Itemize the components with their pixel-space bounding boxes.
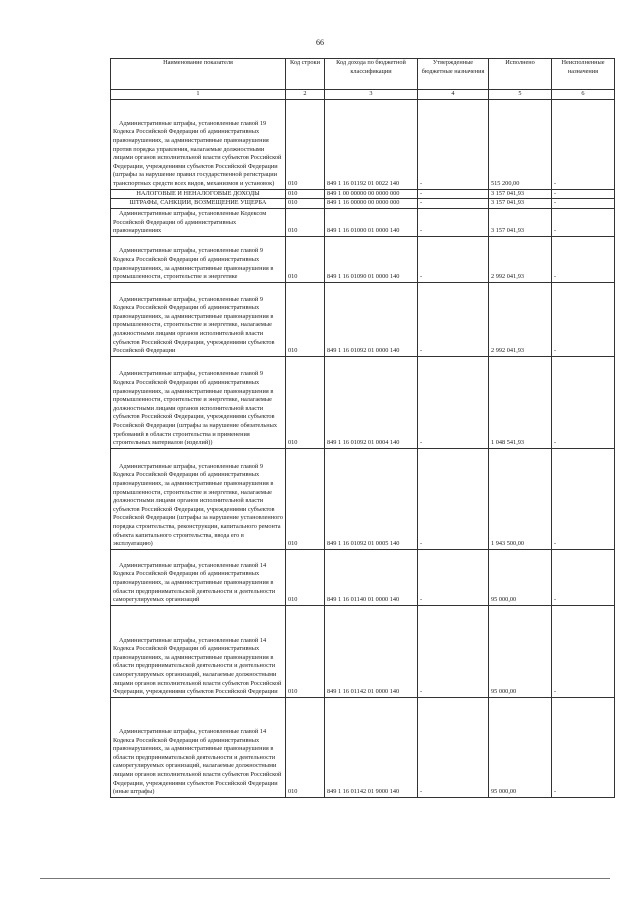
column-header-executed: Исполнено (489, 59, 552, 90)
line-code-cell: 010 (286, 199, 325, 209)
column-number: 1 (111, 90, 286, 100)
table-row (111, 697, 615, 797)
approved-amount-cell: - (418, 448, 489, 549)
executed-amount-cell: 95 000,00 (489, 549, 552, 605)
approved-amount-cell: - (418, 697, 489, 797)
unexecuted-amount-cell: - (552, 697, 615, 797)
line-code-cell: 010 (286, 189, 325, 199)
column-number: 2 (286, 90, 325, 100)
unexecuted-amount-cell: - (552, 189, 615, 199)
unexecuted-amount-cell: - (552, 199, 615, 209)
income-code-cell: 849 1 16 01092 01 0005 140 (325, 448, 418, 549)
approved-amount-cell: - (418, 199, 489, 209)
indicator-name-cell: Административные штрафы, установленные главой 9 Кодекса Российской Федерации об административных правонарушениях, за административные правонарушения в промышленности, строительстве и энергетике, налагаемые должностными лицами органов исполнительной власти субъектов Российской Федерации, учреждениями субъектов Российской Федерации (штрафы за нарушение установленного порядка строительства, реконструкции, капитального ремонта объекта капитального строительства, ввода его в эксплуатацию) (111, 448, 286, 549)
executed-amount-cell: 2 992 041,93 (489, 282, 552, 356)
executed-amount-cell: 3 157 041,93 (489, 208, 552, 236)
table-row (111, 208, 615, 236)
table-row (111, 199, 615, 209)
footer-rule (40, 878, 610, 879)
indicator-name-cell: Административные штрафы, установленные главой 9 Кодекса Российской Федерации об административных правонарушениях, за административные правонарушения в промышленности, строительстве и энергетике, налагаемые должностными лицами органов исполнительной власти субъектов Российской Федерации, учреждениями субъектов Российской Федерации (111, 282, 286, 356)
unexecuted-amount-cell: - (552, 208, 615, 236)
executed-amount-cell: 1 048 541,93 (489, 356, 552, 448)
column-number: 3 (325, 90, 418, 100)
table-row (111, 549, 615, 605)
indicator-name-cell: Административные штрафы, установленные главой 9 Кодекса Российской Федерации об административных правонарушениях, за административные правонарушения в промышленности, строительстве и энергетике (111, 236, 286, 282)
table-row (111, 282, 615, 356)
income-code-cell: 849 1 16 01192 01 0022 140 (325, 99, 418, 189)
table-row (111, 236, 615, 282)
approved-amount-cell: - (418, 549, 489, 605)
line-code-cell: 010 (286, 208, 325, 236)
column-number: 6 (552, 90, 615, 100)
executed-amount-cell: 515 200,00 (489, 99, 552, 189)
executed-amount-cell: 3 157 041,93 (489, 189, 552, 199)
column-header-unexecuted: Неисполненные назначения (552, 59, 615, 90)
income-code-cell: 849 1 00 00000 00 0000 000 (325, 189, 418, 199)
income-code-cell: 849 1 16 01140 01 0000 140 (325, 549, 418, 605)
table-row (111, 99, 615, 189)
table-row (111, 605, 615, 697)
column-header-line-code: Код строки (286, 59, 325, 90)
unexecuted-amount-cell: - (552, 99, 615, 189)
column-header-approved: Утвержденные бюджетные назначения (418, 59, 489, 90)
unexecuted-amount-cell: - (552, 236, 615, 282)
table-header-row (111, 59, 615, 90)
income-code-cell: 849 1 16 01142 01 0000 140 (325, 605, 418, 697)
indicator-name-cell: НАЛОГОВЫЕ И НЕНАЛОГОВЫЕ ДОХОДЫ (111, 189, 286, 199)
income-code-cell: 849 1 16 01092 01 0004 140 (325, 356, 418, 448)
unexecuted-amount-cell: - (552, 282, 615, 356)
executed-amount-cell: 3 157 041,93 (489, 199, 552, 209)
indicator-name-cell: Административные штрафы, установленные главой 9 Кодекса Российской Федерации об административных правонарушениях, за административные правонарушения в промышленности, строительстве и энергетике, налагаемые должностными лицами органов исполнительной власти субъектов Российской Федерации, учреждениями субъектов Российской Федерации (штрафы за нарушение обязательных требований в области строительства и применения строительных материалов (изделий)) (111, 356, 286, 448)
budget-execution-table (110, 58, 615, 798)
approved-amount-cell: - (418, 189, 489, 199)
unexecuted-amount-cell: - (552, 605, 615, 697)
approved-amount-cell: - (418, 99, 489, 189)
line-code-cell: 010 (286, 549, 325, 605)
approved-amount-cell: - (418, 208, 489, 236)
column-number-row (111, 90, 615, 100)
page-number: 66 (316, 38, 324, 47)
unexecuted-amount-cell: - (552, 549, 615, 605)
executed-amount-cell: 95 000,00 (489, 605, 552, 697)
line-code-cell: 010 (286, 99, 325, 189)
table-row (111, 189, 615, 199)
indicator-name-cell: Административные штрафы, установленные Кодексом Российской Федерации об административных правонарушениях (111, 208, 286, 236)
column-header-income-code: Код дохода по бюджетной классификации (325, 59, 418, 90)
table-row (111, 356, 615, 448)
line-code-cell: 010 (286, 605, 325, 697)
income-code-cell: 849 1 16 01090 01 0000 140 (325, 236, 418, 282)
column-number: 5 (489, 90, 552, 100)
indicator-name-cell: Административные штрафы, установленные главой 19 Кодекса Российской Федерации об административных правонарушениях, за административные правонарушения против порядка управления, налагаемые должностными лицами органов исполнительной власти субъектов Российской Федерации, учреждениями субъектов Российской Федерации (штрафы за нарушение правил государственной регистрации транспортных средств всех видов, механизмов и установок) (111, 99, 286, 189)
approved-amount-cell: - (418, 356, 489, 448)
indicator-name-cell: Административные штрафы, установленные главой 14 Кодекса Российской Федерации об административных правонарушениях, за административные правонарушения в области предпринимательской деятельности и деятельности саморегулируемых организаций, налагаемые должностными лицами органов исполнительной власти субъектов Российской Федерации, учреждениями субъектов Российской Федерации (иные штрафы) (111, 697, 286, 797)
approved-amount-cell: - (418, 236, 489, 282)
line-code-cell: 010 (286, 236, 325, 282)
indicator-name-cell: ШТРАФЫ, САНКЦИИ, ВОЗМЕЩЕНИЕ УЩЕРБА (111, 199, 286, 209)
income-code-cell: 849 1 16 01000 01 0000 140 (325, 208, 418, 236)
line-code-cell: 010 (286, 448, 325, 549)
indicator-name-cell: Административные штрафы, установленные главой 14 Кодекса Российской Федерации об административных правонарушениях, за административные правонарушения в области предпринимательской деятельности и деятельности саморегулируемых организаций (111, 549, 286, 605)
unexecuted-amount-cell: - (552, 356, 615, 448)
approved-amount-cell: - (418, 605, 489, 697)
executed-amount-cell: 2 992 041,93 (489, 236, 552, 282)
line-code-cell: 010 (286, 697, 325, 797)
approved-amount-cell: - (418, 282, 489, 356)
column-header-name: Наименование показателя (111, 59, 286, 90)
line-code-cell: 010 (286, 356, 325, 448)
income-code-cell: 849 1 16 00000 00 0000 000 (325, 199, 418, 209)
table-body (111, 99, 615, 797)
income-code-cell: 849 1 16 01092 01 0000 140 (325, 282, 418, 356)
line-code-cell: 010 (286, 282, 325, 356)
executed-amount-cell: 1 943 500,00 (489, 448, 552, 549)
table-row (111, 448, 615, 549)
indicator-name-cell: Административные штрафы, установленные главой 14 Кодекса Российской Федерации об административных правонарушениях, за административные правонарушения в области предпринимательской деятельности и деятельности саморегулируемых организаций, налагаемые должностными лицами органов исполнительной власти субъектов Российской Федерации, учреждениями субъектов Российской Федерации (111, 605, 286, 697)
unexecuted-amount-cell: - (552, 448, 615, 549)
income-code-cell: 849 1 16 01142 01 9000 140 (325, 697, 418, 797)
column-number: 4 (418, 90, 489, 100)
executed-amount-cell: 95 000,00 (489, 697, 552, 797)
